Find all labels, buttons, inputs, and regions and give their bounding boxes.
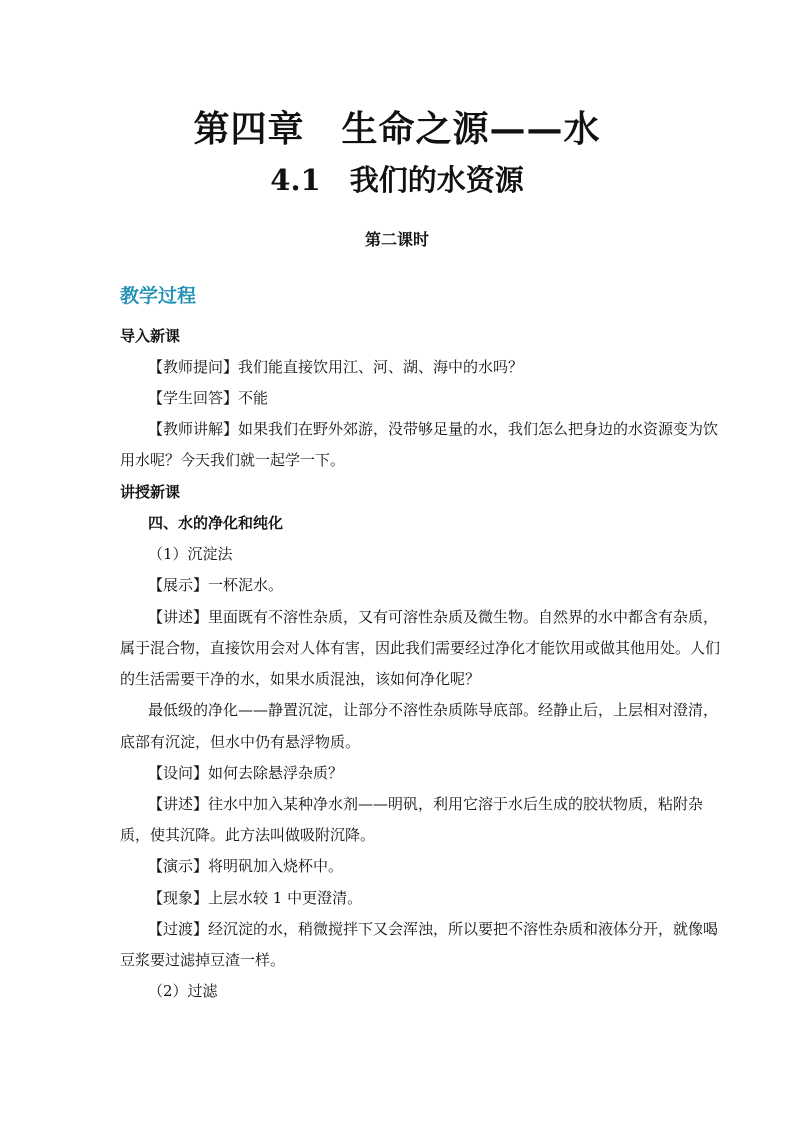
paragraph-line: 最低级的净化——静置沉淀，让部分不溶性杂质陈导底部。经静止后，上层相对澄清， (148, 701, 719, 719)
paragraph-line: 【现象】上层水较 1 中更澄清。 (148, 889, 363, 907)
method-label: （1）沉淀法 (148, 545, 233, 563)
section-title: 4.1 我们的水资源 (270, 163, 524, 197)
chapter-title: 第四章 生命之源——水 (193, 108, 601, 150)
paragraph-line: 【演示】将明矾加入烧杯中。 (148, 857, 344, 875)
paragraph-line: 【过渡】经沉淀的水，稍微搅拌下又会浑浊，所以要把不溶性杂质和液体分开，就像喝 (148, 920, 719, 938)
paragraph-line: 【讲述】里面既有不溶性杂质，又有可溶性杂质及微生物。自然界的水中都含有杂质， (148, 608, 719, 626)
subsection-heading: 四、水的净化和纯化 (148, 514, 284, 532)
teaching-process-heading: 教学过程 (120, 285, 197, 307)
intro-heading: 导入新课 (120, 327, 181, 345)
paragraph-line: 的生活需要干净的水，如果水质混浊，该如何净化呢？ (120, 670, 481, 688)
paragraph-line: 底部有沉淀，但水中仍有悬浮物质。 (120, 733, 361, 751)
paragraph-line: 【讲述】往水中加入某种净水剂——明矾，利用它溶于水后生成的胶状物质，粘附杂 (148, 795, 704, 813)
paragraph-line: 【教师讲解】如果我们在野外郊游，没带够足量的水，我们怎么把身边的水资源变为饮 (148, 420, 719, 438)
paragraph-line: 属于混合物，直接饮用会对人体有害，因此我们需要经过净化才能饮用或做其他用处。人们 (120, 639, 721, 657)
new-lesson-heading: 讲授新课 (120, 483, 181, 501)
method-label: （2）过滤 (148, 982, 218, 1000)
paragraph-line: 质，使其沉降。此方法叫做吸附沉降。 (120, 826, 376, 844)
paragraph-line: 【教师提问】我们能直接饮用江、河、湖、海中的水吗？ (148, 358, 524, 376)
paragraph-line: 【展示】一杯泥水。 (148, 576, 284, 594)
paragraph-line: 豆浆要过滤掉豆渣一样。 (120, 951, 286, 969)
paragraph-line: 【学生回答】不能 (148, 389, 269, 407)
paragraph-line: 【设问】如何去除悬浮杂质？ (148, 764, 344, 782)
lesson-title: 第二课时 (364, 230, 429, 249)
paragraph-line: 用水呢？今天我们就一起学一下。 (120, 451, 346, 469)
